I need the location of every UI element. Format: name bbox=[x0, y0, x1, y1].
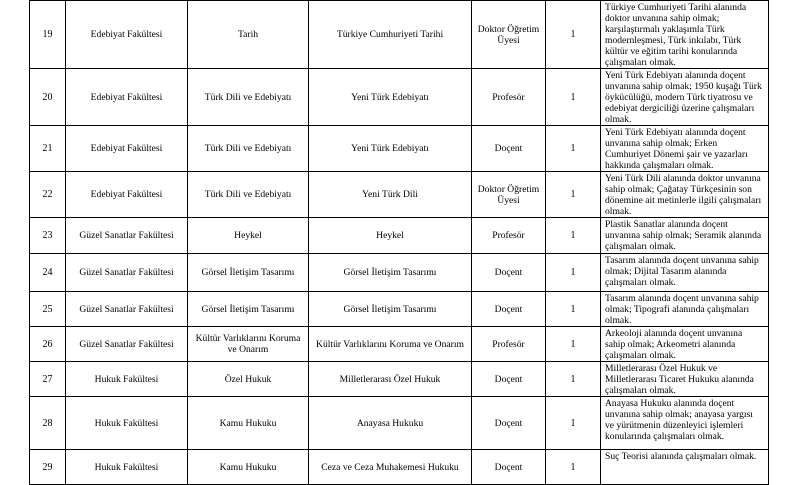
academic-title-cell: Doktor Öğretim Üyesi bbox=[472, 172, 546, 218]
requirement-cell: Anayasa Hukuku alanında doçent unvanına sahip olmak; anayasa yargısı ve yürütmenin düzenleyici işlemleri konularında çalışmaları olmak. bbox=[601, 397, 769, 450]
department-cell: Özel Hukuk bbox=[188, 362, 309, 397]
program-cell: Görsel İletişim Tasarımı bbox=[309, 254, 472, 292]
table-row bbox=[30, 172, 769, 218]
program-cell: Yeni Türk Edebiyatı bbox=[309, 69, 472, 126]
position-count-cell: 1 bbox=[546, 292, 601, 327]
requirement-cell: Yeni Türk Dili alanında doktor unvanına sahip olmak; Çağatay Türkçesinin son dönemine ait metinlerle ilgili çalışmaları olmak. bbox=[601, 172, 769, 218]
position-count-cell: 1 bbox=[546, 397, 601, 450]
position-count-cell: 1 bbox=[546, 126, 601, 172]
faculty-cell: Güzel Sanatlar Fakültesi bbox=[66, 292, 188, 327]
academic-title-cell: Doçent bbox=[472, 397, 546, 450]
requirement-cell: Tasarım alanında doçent unvanına sahip olmak; Tipografi alanında çalışmaları olmak. bbox=[601, 292, 769, 327]
row-number: 29 bbox=[30, 450, 66, 485]
academic-title-cell: Profesör bbox=[472, 218, 546, 254]
table-row bbox=[30, 1, 769, 69]
position-count-cell: 1 bbox=[546, 172, 601, 218]
department-cell: Türk Dili ve Edebiyatı bbox=[188, 172, 309, 218]
department-cell: Tarih bbox=[188, 1, 309, 69]
academic-title-cell: Doçent bbox=[472, 292, 546, 327]
faculty-cell: Edebiyat Fakültesi bbox=[66, 69, 188, 126]
faculty-cell: Hukuk Fakültesi bbox=[66, 450, 188, 485]
faculty-cell: Edebiyat Fakültesi bbox=[66, 172, 188, 218]
table-row bbox=[30, 397, 769, 450]
academic-title-cell: Doçent bbox=[472, 450, 546, 485]
table-row bbox=[30, 254, 769, 292]
department-cell: Görsel İletişim Tasarımı bbox=[188, 254, 309, 292]
position-count-cell: 1 bbox=[546, 1, 601, 69]
department-cell: Görsel İletişim Tasarımı bbox=[188, 292, 309, 327]
faculty-cell: Güzel Sanatlar Fakültesi bbox=[66, 218, 188, 254]
position-count-cell: 1 bbox=[546, 362, 601, 397]
academic-title-cell: Profesör bbox=[472, 69, 546, 126]
faculty-cell: Güzel Sanatlar Fakültesi bbox=[66, 327, 188, 362]
department-cell: Türk Dili ve Edebiyatı bbox=[188, 126, 309, 172]
academic-title-cell: Doçent bbox=[472, 126, 546, 172]
faculty-cell: Hukuk Fakültesi bbox=[66, 362, 188, 397]
department-cell: Türk Dili ve Edebiyatı bbox=[188, 69, 309, 126]
requirement-cell: Plastik Sanatlar alanında doçent unvanına sahip olmak; Seramik alanında çalışmaları olmak. bbox=[601, 218, 769, 254]
requirement-cell: Türkiye Cumhuriyeti Tarihi alanında doktor unvanına sahip olmak; karşılaştırmalı yaklaşımla Türk modernleşmesi, Türk inkılabı, Türk kültür ve eğitim tarihi konularında çalışmaları olmak. bbox=[601, 1, 769, 69]
row-number: 27 bbox=[30, 362, 66, 397]
position-count-cell: 1 bbox=[546, 218, 601, 254]
program-cell: Anayasa Hukuku bbox=[309, 397, 472, 450]
academic-title-cell: Doçent bbox=[472, 254, 546, 292]
faculty-cell: Edebiyat Fakültesi bbox=[66, 126, 188, 172]
position-count-cell: 1 bbox=[546, 327, 601, 362]
position-count-cell: 1 bbox=[546, 69, 601, 126]
table-row bbox=[30, 218, 769, 254]
program-cell: Yeni Türk Dili bbox=[309, 172, 472, 218]
row-number: 21 bbox=[30, 126, 66, 172]
position-count-cell: 1 bbox=[546, 254, 601, 292]
academic-title-cell: Doktor Öğretim Üyesi bbox=[472, 1, 546, 69]
row-number: 24 bbox=[30, 254, 66, 292]
academic-title-cell: Profesör bbox=[472, 327, 546, 362]
faculty-cell: Hukuk Fakültesi bbox=[66, 397, 188, 450]
program-cell: Milletlerarası Özel Hukuk bbox=[309, 362, 472, 397]
row-number: 19 bbox=[30, 1, 66, 69]
program-cell: Heykel bbox=[309, 218, 472, 254]
row-number: 23 bbox=[30, 218, 66, 254]
program-cell: Ceza ve Ceza Muhakemesi Hukuku bbox=[309, 450, 472, 485]
program-cell: Yeni Türk Edebiyatı bbox=[309, 126, 472, 172]
table-row bbox=[30, 450, 769, 485]
faculty-cell: Edebiyat Fakültesi bbox=[66, 1, 188, 69]
table-row bbox=[30, 126, 769, 172]
department-cell: Kamu Hukuku bbox=[188, 397, 309, 450]
requirement-cell: Yeni Türk Edebiyatı alanında doçent unvanına sahip olmak; 1950 kuşağı Türk öykücülüğü, modern Türk tiyatrosu ve edebiyat dergiciliği üzerine çalışmaları olmak. bbox=[601, 69, 769, 126]
requirement-cell: Tasarım alanında doçent unvanına sahip olmak; Dijital Tasarım alanında çalışmaları olmak. bbox=[601, 254, 769, 292]
department-cell: Kültür Varlıklarını Koruma ve Onarım bbox=[188, 327, 309, 362]
requirement-cell: Arkeoloji alanında doçent unvanına sahip olmak; Arkeometri alanında çalışmaları olmak. bbox=[601, 327, 769, 362]
program-cell: Kültür Varlıklarını Koruma ve Onarım bbox=[309, 327, 472, 362]
table-row bbox=[30, 362, 769, 397]
table-row bbox=[30, 292, 769, 327]
program-cell: Türkiye Cumhuriyeti Tarihi bbox=[309, 1, 472, 69]
row-number: 22 bbox=[30, 172, 66, 218]
academic-title-cell: Doçent bbox=[472, 362, 546, 397]
requirement-cell: Milletlerarası Özel Hukuk ve Milletlerarası Ticaret Hukuku alanında çalışmaları olmak. bbox=[601, 362, 769, 397]
table-row bbox=[30, 327, 769, 362]
department-cell: Heykel bbox=[188, 218, 309, 254]
program-cell: Görsel İletişim Tasarımı bbox=[309, 292, 472, 327]
row-number: 20 bbox=[30, 69, 66, 126]
faculty-position-table bbox=[29, 0, 769, 485]
table-row bbox=[30, 69, 769, 126]
faculty-cell: Güzel Sanatlar Fakültesi bbox=[66, 254, 188, 292]
requirement-cell: Yeni Türk Edebiyatı alanında doçent unvanına sahip olmak; Erken Cumhuriyet Dönemi şair ve yazarları hakkında çalışmaları olmak. bbox=[601, 126, 769, 172]
row-number: 26 bbox=[30, 327, 66, 362]
requirement-cell: Suç Teorisi alanında çalışmaları olmak. bbox=[601, 450, 769, 485]
position-count-cell: 1 bbox=[546, 450, 601, 485]
row-number: 25 bbox=[30, 292, 66, 327]
row-number: 28 bbox=[30, 397, 66, 450]
department-cell: Kamu Hukuku bbox=[188, 450, 309, 485]
